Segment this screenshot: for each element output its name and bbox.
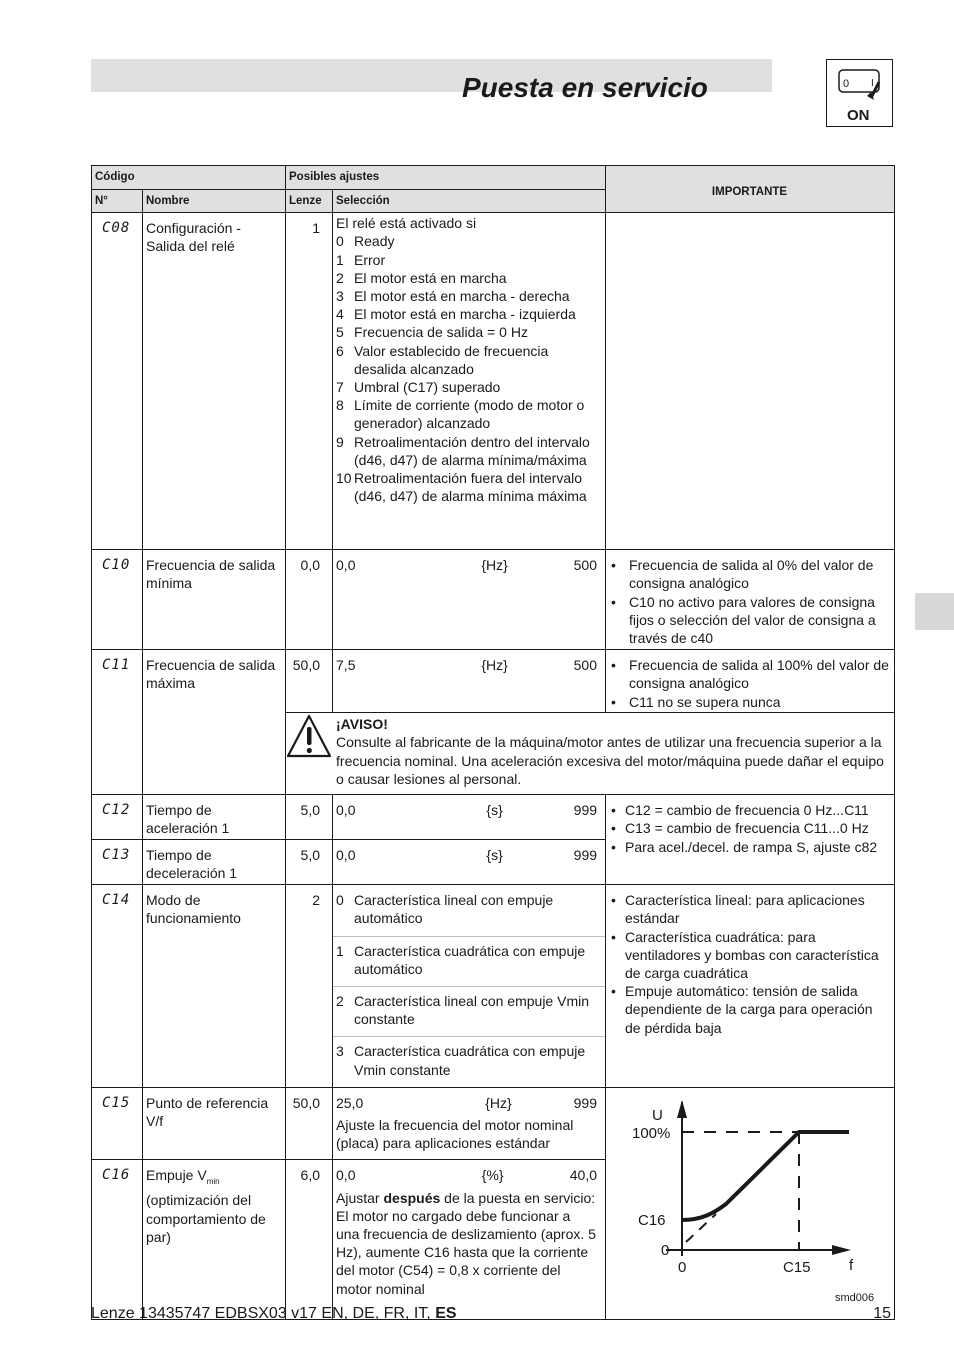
range-min: 25,0: [336, 1094, 364, 1111]
option-item: 0 Característica lineal con empuje automático: [333, 885, 605, 936]
option-item: 3 Característica cuadrática con empuje Vmin constante: [336, 1043, 586, 1078]
option-item: 5 Frecuencia de salida = 0 Hz: [336, 324, 528, 341]
graph-c15-label: C15: [783, 1258, 811, 1276]
page-number: 15: [873, 1305, 891, 1322]
option-item: 3 El motor está en marcha - derecha: [336, 288, 570, 305]
aviso-title: ¡AVISO!: [336, 716, 388, 733]
range-min: 0,0: [336, 1167, 356, 1184]
c15-description: Ajuste la frecuencia del motor nominal (placa) para aplicaciones estándar: [336, 1117, 574, 1152]
graph-zero-y: 0: [661, 1241, 670, 1259]
range-unit: {Hz}: [485, 1094, 512, 1111]
range-c11: [336, 656, 597, 674]
option-item: 9 Retroalimentación dentro del intervalo (d46, d47) de alarma mínima/máxima: [336, 433, 590, 468]
code-c13: C13: [102, 847, 131, 864]
lenze-c14: 2: [286, 885, 333, 1088]
range-min: 0,0: [336, 557, 356, 574]
code-c11: C11: [102, 657, 131, 674]
option-item: 7 Umbral (C17) superado: [336, 379, 501, 396]
graph-reference: smd006: [835, 1291, 875, 1304]
section-tab-marker: [915, 593, 954, 630]
range-unit: {Hz}: [481, 657, 508, 674]
option-item: 1 Característica cuadrática con empuje automático: [333, 937, 605, 987]
warning-icon: [286, 713, 333, 794]
code-c10: C10: [102, 557, 131, 574]
notes-c11: [609, 656, 890, 711]
graph-100pct-label: 100%: [632, 1124, 671, 1142]
range-max: 999: [573, 1094, 597, 1111]
range-unit: {Hz}: [481, 557, 508, 574]
note-item: • C13 = cambio de frecuencia C11...0 Hz: [611, 820, 869, 837]
note-item: • Característica lineal: para aplicaciones estándar: [611, 892, 865, 927]
range-min: 0,0: [336, 847, 356, 864]
important-c08: [606, 213, 895, 550]
range-unit: {%}: [481, 1167, 504, 1184]
name-c15: Punto de referencia V/f: [143, 1087, 286, 1160]
range-c10: [336, 556, 597, 574]
note-item: • Empuje automático: tensión de salida dependiente de la carga para operación de pérdida baja: [611, 983, 873, 1036]
name-c11: Frecuencia de salida máxima: [143, 650, 286, 795]
notes-c14: [609, 891, 890, 1037]
code-c08: C08: [102, 220, 131, 237]
off-mark: 0: [843, 78, 850, 90]
lenze-c12: 5,0: [286, 795, 333, 840]
name-c14: Modo de funcionamiento: [143, 885, 286, 1088]
note-item: • C12 = cambio de frecuencia 0 Hz...C11: [611, 802, 869, 819]
graph-u-label: U: [652, 1106, 663, 1124]
note-item: • Característica cuadrática: para ventiladores y bombas con característica de carga cuadrática: [611, 928, 879, 982]
code-c14: C14: [102, 892, 131, 909]
lenze-c13: 5,0: [286, 840, 333, 885]
table-row-c12: [92, 795, 895, 840]
footer-document-ref: Lenze 13435747 EDBSX03 v17 EN, DE, FR, IT,: [91, 1305, 436, 1322]
range-min: 0,0: [336, 802, 356, 819]
note-item: • Frecuencia de salida al 100% del valor de consigna analógico: [611, 657, 889, 692]
lenze-c11: 50,0: [286, 650, 333, 713]
code-c16: C16: [102, 1167, 131, 1184]
option-item: 2 Característica lineal con empuje Vmin constante: [333, 987, 605, 1037]
header-seleccion: Selección: [333, 190, 606, 213]
lenze-c08: 1: [286, 213, 333, 550]
notes-c10: [609, 556, 890, 647]
note-item: • Frecuencia de salida al 0% del valor de consigna analógico: [611, 557, 874, 592]
option-item: 4 El motor está en marcha - izquierda: [336, 306, 576, 323]
range-max: 500: [573, 657, 597, 674]
table-row-c14: [92, 885, 895, 1088]
table-row-c08: [92, 213, 895, 550]
header-codigo: Código: [92, 166, 286, 190]
option-item: 1 Error: [336, 251, 386, 268]
lenze-c10: 0,0: [286, 550, 333, 650]
range-c13: [336, 846, 597, 864]
power-on-icon: [826, 59, 893, 127]
c08-intro: El relé está activado si: [336, 215, 477, 232]
header-posibles-ajustes: Posibles ajustes: [286, 166, 606, 190]
aviso-text: Consulte al fabricante de la máquina/motor antes de utilizar una frecuencia superior a la frecuencia nominal. Una aceleración excesiva del motor/máquina puede dañar el equipo o causar lesiones al personal.: [336, 734, 884, 787]
graph-c16-label: C16: [638, 1211, 666, 1229]
lenze-c16: 6,0: [286, 1160, 333, 1320]
vf-graph-cell: [606, 1087, 895, 1319]
page-title: Puesta en servicio: [462, 72, 708, 103]
graph-zero-x: 0: [678, 1258, 687, 1276]
table-row-c15: [92, 1087, 895, 1160]
lenze-c15: 50,0: [286, 1087, 333, 1160]
range-min: 7,5: [336, 657, 356, 674]
name-c12: Tiempo de aceleración 1: [143, 795, 286, 840]
c16-description: Ajustar después de la puesta en servicio: El motor no cargado debe funcionar a una frecuencia de deslizamiento (aprox. 5 Hz), aumente C16 hasta que la corriente del motor (C54) = 0,8 x corriente del motor nominal: [336, 1189, 596, 1297]
header-nombre: Nombre: [143, 190, 286, 213]
name-c10: Frecuencia de salida mínima: [143, 550, 286, 650]
on-label: ON: [847, 107, 870, 124]
graph-f-label: f: [849, 1256, 854, 1274]
table-row-c11: [92, 650, 895, 713]
range-c16: [336, 1166, 597, 1184]
page-footer: [91, 1305, 891, 1323]
on-mark: I: [871, 78, 874, 89]
option-item: 8 Límite de corriente (modo de motor o generador) alcanzado: [336, 397, 585, 432]
parameter-table: [91, 165, 895, 1320]
code-c12: C12: [102, 802, 131, 819]
notes-c12-c13: [609, 801, 890, 856]
range-unit: {s}: [486, 802, 503, 819]
note-item: • C10 no activo para valores de consigna fijos o selección del valor de consigna a través de c40: [611, 593, 876, 647]
c08-option-list: [336, 232, 597, 505]
range-max: 999: [573, 847, 598, 864]
header-lenze: Lenze: [286, 190, 333, 213]
option-item: 6 Valor establecido de frecuencia desalida alcanzado: [336, 342, 549, 377]
range-unit: {s}: [486, 847, 503, 864]
vf-characteristic-graph: [606, 1088, 895, 1315]
option-item: 2 El motor está en marcha: [336, 269, 507, 286]
c14-option-list: [333, 885, 606, 1088]
header-no: N°: [92, 190, 143, 213]
code-c15: C15: [102, 1094, 131, 1111]
name-c08: Configuración - Salida del relé: [143, 213, 286, 550]
note-item: • C11 no se supera nunca: [611, 693, 781, 710]
range-c12: [336, 801, 597, 819]
range-max: 40,0: [569, 1167, 598, 1184]
range-c15: [336, 1094, 597, 1112]
name-c13: Tiempo de deceleración 1: [143, 840, 286, 885]
table-row-c10: [92, 550, 895, 650]
range-max: 500: [573, 557, 597, 574]
name-c16: Empuje $V_{min}$ (optimización del comportamiento de par): [143, 1160, 286, 1320]
header-importante: IMPORTANTE: [606, 166, 895, 213]
range-max: 999: [573, 802, 598, 819]
note-item: • Para acel./decel. de rampa S, ajuste c82: [611, 838, 878, 855]
option-item: 10 Retroalimentación fuera del intervalo (d46, d47) de alarma mínima máxima: [336, 470, 587, 505]
option-item: 0 Ready: [336, 233, 395, 250]
footer-language-es: ES: [435, 1305, 457, 1322]
